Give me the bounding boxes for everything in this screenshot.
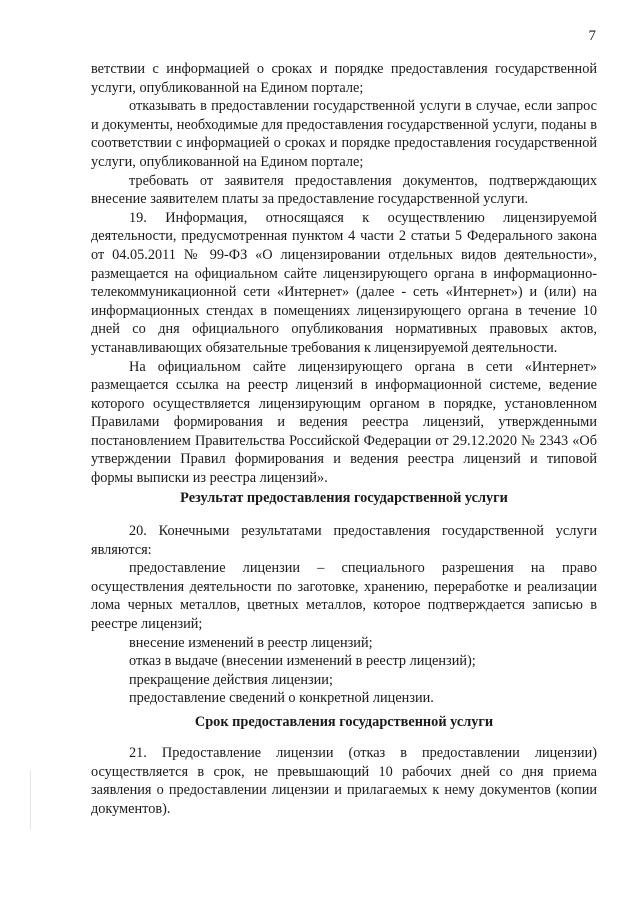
list-item: отказ в выдаче (внесении изменений в реестр лицензий); — [129, 653, 476, 670]
list-item: прекращение действия лицензии; — [129, 671, 333, 688]
paragraph: отказывать в предоставлении государственной услуги в случае, если запрос и документы, необходимые для предоставления государственной услуги, поданы в соответствии с информацией о сроках и порядке предоставления государственной услуги, опубликованной на Едином портале; — [91, 98, 597, 170]
page-number: 7 — [588, 28, 596, 44]
intro-text-block — [91, 60, 597, 488]
paragraph: 20. Конечными результатами предоставления государственной услуги являются: — [91, 523, 597, 558]
paragraph: 19. Информация, относящаяся к осуществлению лицензируемой деятельности, предусмотренная пунктом 4 части 2 статьи 5 Федерального закона от 04.05.2011 № 99-ФЗ «О лицензировании отдельных видов деятельности», размещается на официальном сайте лицензирующего органа в информационно-телекоммуникационной сети «Интернет» (далее - сеть «Интернет») и (или) на информационных стендах в помещениях лицензирующего органа в течение 10 дней со дня официального опубликования нормативных правовых актов, устанавливающих обязательные требования к лицензируемой деятельности. — [91, 209, 597, 356]
result-text-block — [91, 522, 597, 708]
scan-margin-artifact — [30, 770, 31, 830]
term-text-block — [91, 744, 597, 818]
paragraph: предоставление лицензии – специального разрешения на право осуществления деятельности по заготовке, хранению, переработке и реализации лома черных металлов, цветных металлов, которое подтверждается записью в реестре лицензий; — [91, 560, 597, 632]
section-heading-result: Результат предоставления государственной услуги — [180, 490, 508, 506]
paragraph: 21. Предоставление лицензии (отказ в предоставлении лицензии) осуществляется в срок, не превышающий 10 рабочих дней со дня приема заявления о предоставлении лицензии и прилагаемых к нему документов (копии документов). — [91, 745, 597, 817]
paragraph: требовать от заявителя предоставления документов, подтверждающих внесение заявителем платы за предоставление государственной услуги. — [91, 172, 597, 208]
list-item: предоставление сведений о конкретной лицензии. — [129, 690, 434, 707]
section-heading-term: Срок предоставления государственной услуги — [194, 714, 494, 730]
paragraph: ветствии с информацией о сроках и порядке предоставления государственной услуги, опубликованной на Едином портале; — [91, 61, 597, 96]
paragraph: На официальном сайте лицензирующего органа в сети «Интернет» размещается ссылка на реестр лицензий в информационной системе, ведение которого осуществляется лицензирующим органом в порядке, установленном Правилами формирования и ведения реестра лицензий, утвержденными постановлением Правительства Российской Федерации от 29.12.2020 № 2343 «Об утверждении Правил формирования и ведения реестра лицензий и типовой формы выписки из реестра лицензий». — [91, 358, 597, 487]
list-item: внесение изменений в реестр лицензий; — [129, 634, 373, 651]
